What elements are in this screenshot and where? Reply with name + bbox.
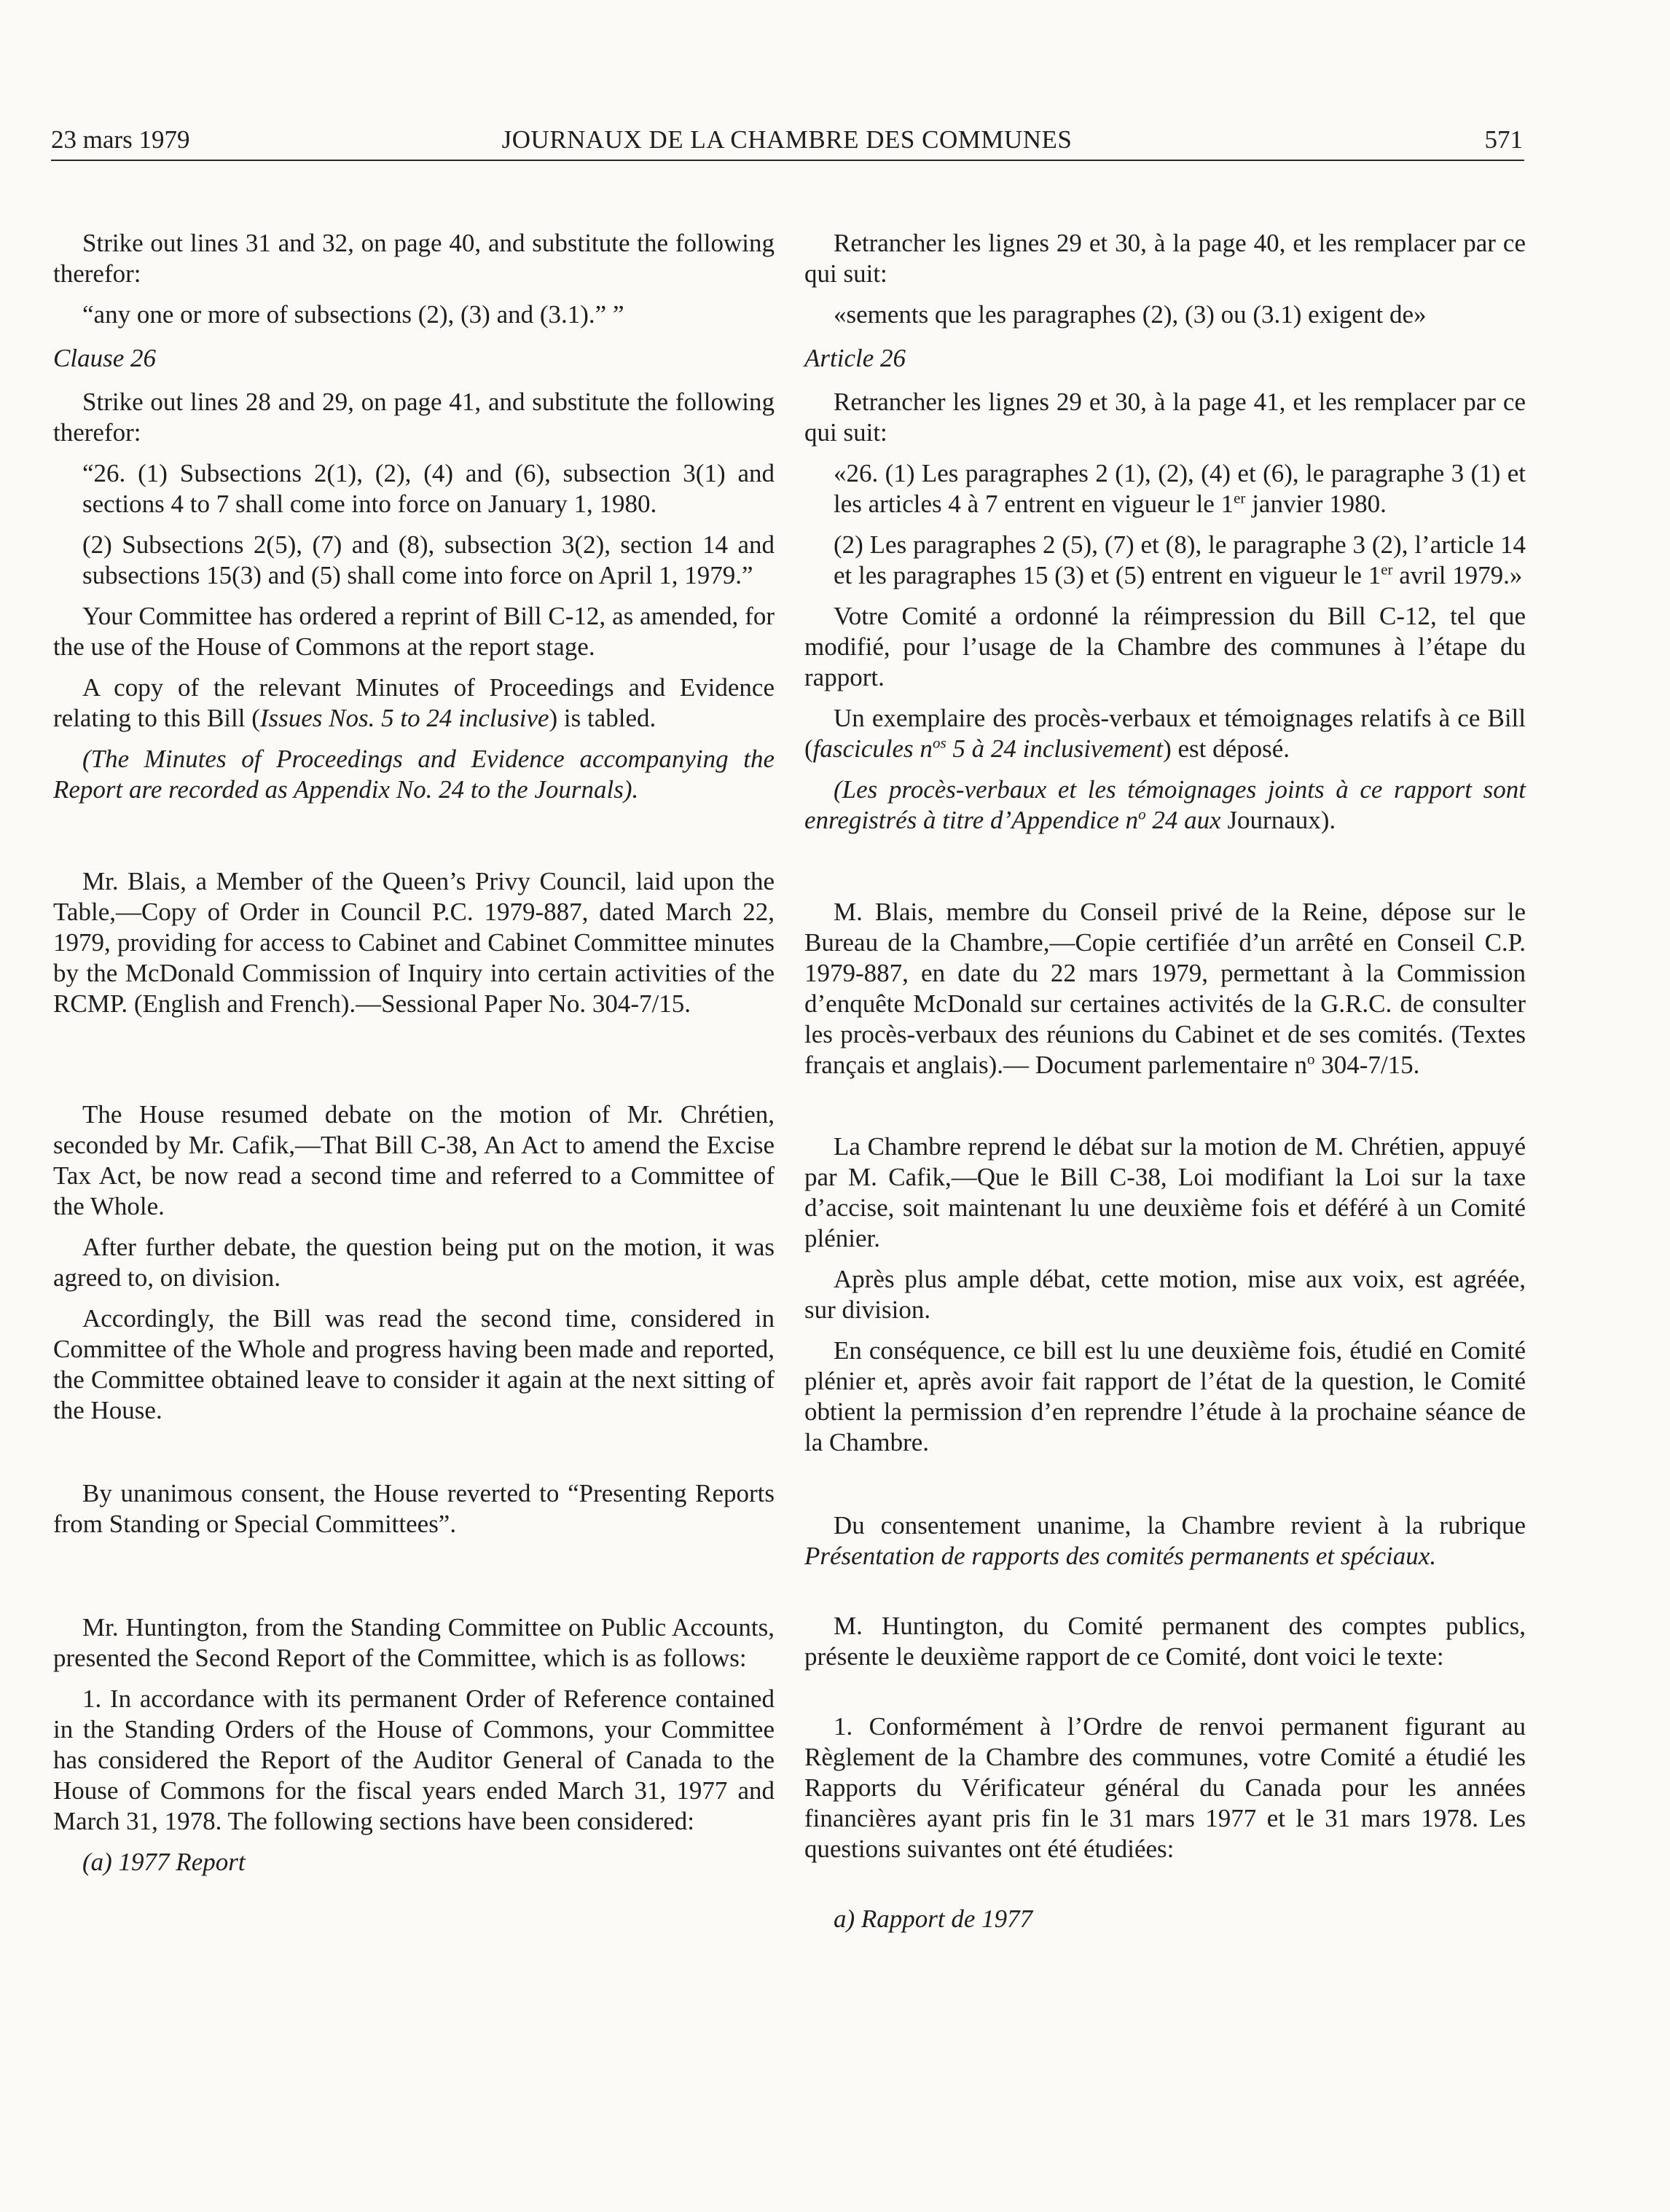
fr-appendix-a: (Les procès-verbaux et les témoignages joints à ce rapport sont enregistrés à titre d’Appendice n [804,775,1526,834]
fr-unanimous-consent [804,1510,1526,1572]
fr-second-reading: En conséquence, ce bill est lu une deuxième fois, étudié en Comité plénier et, après avoir fait rapport de l’état de la question, le Comité obtient la permission d’en reprendre l’étude à la prochaine séance de la Chambre. [804,1336,1526,1456]
en-clause-26-1-text: “26. (1) Subsections 2(1), (2), (4) and (6), subsection 3(1) and sections 4 to 7 shall come into force on January 1, 1980. [82,459,775,518]
en-report-1977: (a) 1977 Report [82,1848,246,1876]
en-debate-resumed: The House resumed debate on the motion of Mr. Chrétien, seconded by Mr. Cafik,—That Bill C-38, An Act to amend the Excise Tax Act, be now read a second time and referred to a Committee of the Whole. [53,1100,775,1220]
fr-amendment-41: Retrancher les lignes 29 et 30, à la page 41, et les remplacer par ce qui suit: [804,388,1526,447]
fr-reprint-note: Votre Comité a ordonné la réimpression du Bill C-12, tel que modifié, pour l’usage de la Chambre des communes à l’étape du rapport. [804,602,1526,691]
fr-article-26-2 [804,530,1526,591]
fr-numero-sup: o [1138,805,1146,823]
fr-blais-b: 304-7/15. [1314,1051,1420,1079]
fr-copy-tabled-a: Un exemplaire des procès-verbaux et témoignages relatifs à ce Bill ( [804,704,1526,763]
en-issues-ref: Issues Nos. 5 to 24 inclusive [259,704,549,732]
fr-appendix-c: Journaux). [1220,806,1336,834]
en-second-reading: Accordingly, the Bill was read the second time, considered in Committee of the Whole and progress having been made and reported, the Committee obtained leave to consider it again at the next sitting of the House. [53,1304,775,1424]
fr-ordinal-sup: er [1234,489,1246,507]
fr-report-item-1: 1. Conformément à l’Ordre de renvoi permanent figurant au Règlement de la Chambre des communes, votre Comité a étudié les Rapports du Vérificateur général du Canada pour les années financières ayant pris fin le 31 mars 1977 et le 31 mars 1978. Les questions suivantes ont été étudiées: [804,1712,1526,1863]
en-reprint-note: Your Committee has ordered a reprint of Bill C-12, as amended, for the use of the House of Commons at the report stage. [53,602,775,661]
en-amendment-41: Strike out lines 28 and 29, on page 41, and substitute the following therefor: [53,388,775,447]
en-copy-tabled [53,672,775,734]
fr-appendix-note [804,774,1526,836]
en-agreed-division: After further debate, the question being put on the motion, it was agreed to, on division. [53,1233,775,1292]
fr-amendment-40-text: «sements que les paragraphes (2), (3) ou (3.1) exigent de» [834,300,1427,329]
french-column [804,228,1526,1945]
fr-huntington-report: M. Huntington, du Comité permanent des comptes publics, présente le deuxième rapport de ce Comité, dont voici le texte: [804,1612,1526,1671]
en-appendix-note: (The Minutes of Proceedings and Evidence accompanying the Report are recorded as Appendix No. 24 to the Journals). [53,745,775,804]
en-copy-tabled-a: A copy of the relevant Minutes of Proceedings and Evidence relating to this Bill ( [53,673,775,732]
fr-numero-sup: os [932,734,946,752]
en-amendment-40-text: “any one or more of subsections (2), (3) and (3.1).” ” [82,300,624,329]
fr-debate-resumed: La Chambre reprend le débat sur la motion de M. Chrétien, appuyé par M. Cafik,—Que le Bill C-38, Loi modifiant la Loi sur la taxe d’accise, soit maintenant lu une deuxième fois et déféré à un Comité plénier. [804,1132,1526,1252]
fr-numero-sup: o [1307,1050,1315,1068]
fr-fascicules-range: 5 à 24 inclusivement [946,734,1164,763]
english-column [53,228,775,1888]
en-amendment-40: Strike out lines 31 and 32, on page 40, and substitute the following therefor: [53,229,775,288]
en-huntington-report: Mr. Huntington, from the Standing Committee on Public Accounts, presented the Second Report of the Committee, which is as follows: [53,1613,775,1672]
fr-article-26-2-b: avril 1979.» [1392,561,1523,589]
en-copy-tabled-b: ) is tabled. [549,704,656,732]
en-clause-heading: Clause 26 [53,344,156,372]
fr-blais-paper [804,897,1526,1080]
fr-appendix-b: 24 aux [1145,806,1221,834]
fr-article-26-1-b: janvier 1980. [1245,490,1387,518]
en-unanimous-consent: By unanimous consent, the House reverted to “Presenting Reports from Standing or Special Committees”. [53,1479,775,1538]
header-date: 23 mars 1979 [51,125,190,154]
fr-article-26-1-a: «26. (1) Les paragraphes 2 (1), (2), (4) et (6), le paragraphe 3 (1) et les articles 4 à 7 entrent en vigueur le 1 [834,459,1526,518]
page-header [51,124,1523,160]
fr-agreed-division: Après plus ample débat, cette motion, mise aux voix, est agréée, sur division. [804,1265,1526,1324]
fr-article-26-1 [804,458,1526,519]
fr-article-26-2-a: (2) Les paragraphes 2 (5), (7) et (8), le paragraphe 3 (2), l’article 14 et les paragraphes 15 (3) et (5) entrent en vigueur le 1 [834,530,1526,589]
fr-amendment-40: Retrancher les lignes 29 et 30, à la page 40, et les remplacer par ce qui suit: [804,229,1526,288]
en-blais-paper: Mr. Blais, a Member of the Queen’s Privy Council, laid upon the Table,—Copy of Order in Council P.C. 1979-887, dated March 22, 1979, providing for access to Cabinet and Cabinet Committee minutes by the McDonald Commission of Inquiry into certain activities of the RCMP. (English and French).—Sessional Paper No. 304-7/15. [53,867,775,1018]
fr-blais-a: M. Blais, membre du Conseil privé de la Reine, dépose sur le Bureau de la Chambre,—Copie certifiée d’un arrêté en Conseil C.P. 1979-887, en date du 22 mars 1979, permettant à la Commission d’enquête McDonald sur certaines activités de la G.R.C. de consulter les procès-verbaux des réunions du Cabinet et de ses comités. (Textes français et anglais).— Document parlementaire n [804,898,1526,1079]
header-title: JOURNAUX DE LA CHAMBRE DES COMMUNES [501,125,1073,154]
fr-copy-tabled [804,703,1526,764]
fr-ordinal-sup: er [1381,560,1393,579]
en-report-item-1: 1. In accordance with its permanent Order of Reference contained in the Standing Orders of the House of Commons, your Committee has considered the Report of the Auditor General of Canada to the House of Commons for the fiscal years ended March 31, 1977 and March 31, 1978. The following sections have been considered: [53,1685,775,1835]
fr-consent-a: Du consentement unanime, la Chambre revient à la rubrique [834,1511,1526,1540]
fr-fascicules: fascicules n [812,734,933,763]
header-rule [51,160,1524,161]
en-clause-26-2: (2) Subsections 2(5), (7) and (8), subsection 3(2), section 14 and subsections 15(3) and (5) shall come into force on April 1, 1979.” [82,530,775,589]
page-number: 571 [1484,125,1523,154]
en-clause-26-1 [53,458,775,519]
fr-report-1977: a) Rapport de 1977 [834,1905,1033,1933]
fr-consent-rubric: Présentation de rapports des comités permanents et spéciaux. [804,1542,1437,1570]
fr-article-heading: Article 26 [804,344,906,372]
fr-copy-tabled-b: ) est déposé. [1163,734,1290,763]
